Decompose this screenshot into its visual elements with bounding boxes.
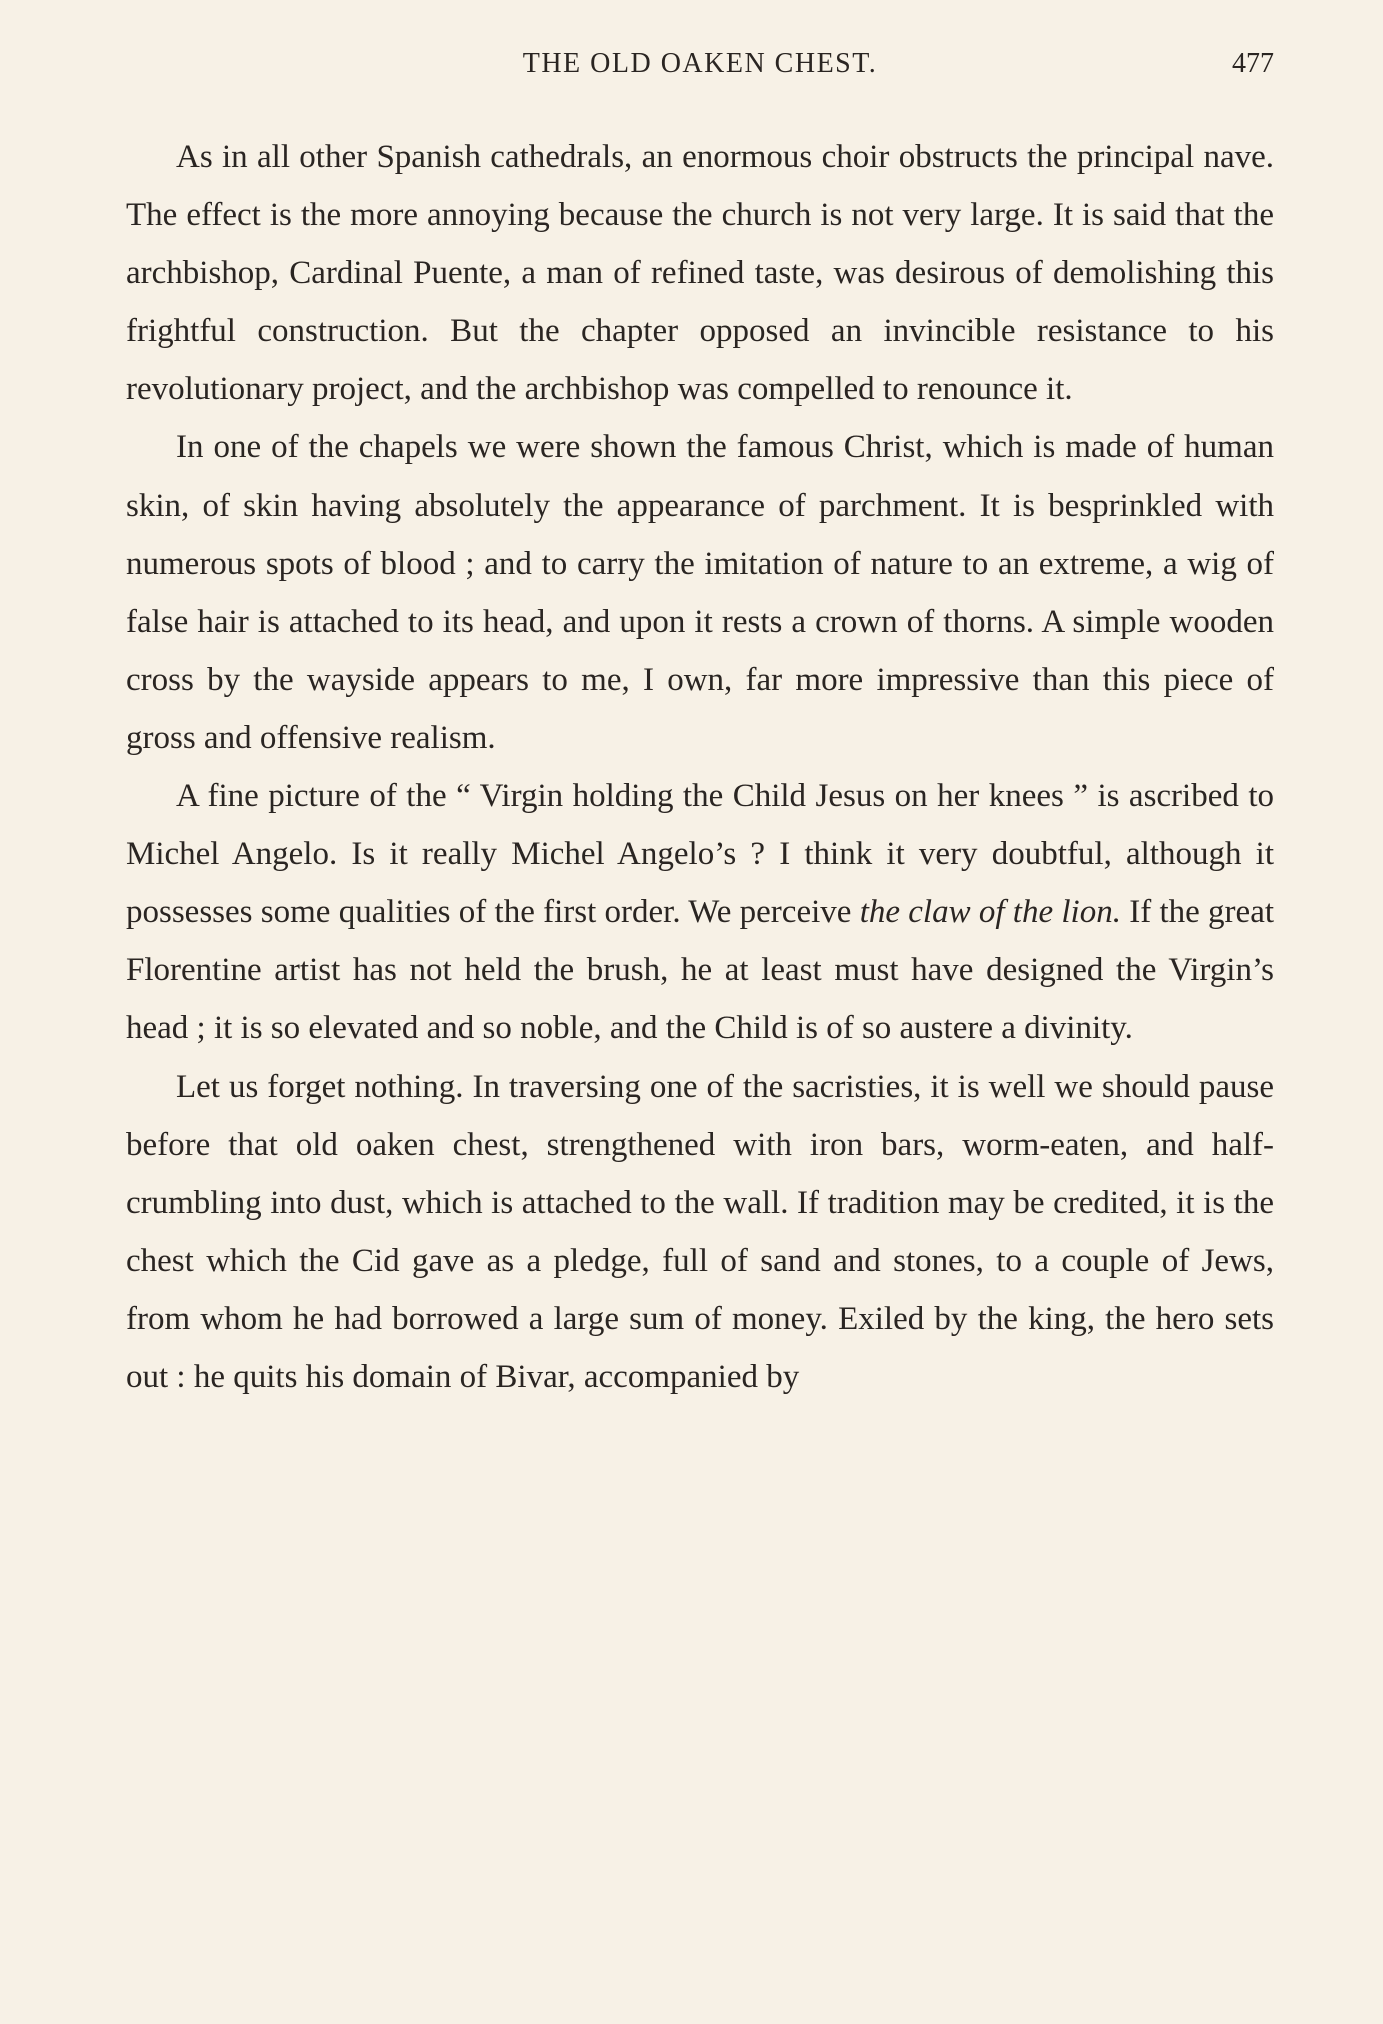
running-head <box>126 44 1274 84</box>
paragraph-1: As in all other Spanish cathedrals, an enormous choir obstructs the principal nave. The effect is the more annoying because the church is not very large. It is said that the archbishop, Cardinal Puente, a man of refined taste, was desirous of demolishing this frightful construction. But the chapter opposed an invincible resistance to his revolutionary project, and the archbishop was compelled to renounce it. <box>126 139 1274 408</box>
paragraph-3 <box>126 767 1274 1057</box>
paragraph-3-italic: the claw of the lion. <box>859 894 1121 931</box>
paragraph-3-after: If the great Florentine artist has not held the brush, he at least must have designed the Virgin’s head ; it is so elevated and so noble, and the Child is of so austere a divinity. <box>126 894 1275 1047</box>
page-number: 477 <box>1232 48 1274 79</box>
paragraph-2: In one of the chapels we were shown the famous Christ, which is made of human skin, of skin having absolutely the appearance of parchment. It is besprinkled with numerous spots of blood ; and to carry the imitation of nature to an extreme, a wig of false hair is attached to its head, and upon it rests a crown of thorns. A simple wooden cross by the wayside appears to me, I own, far more impressive than this piece of gross and offensive realism. <box>126 429 1274 756</box>
paragraph-4: Let us forget nothing. In traversing one of the sacristies, it is well we should pause before that old oaken chest, strengthened with iron bars, worm-eaten, and half-crumbling into dust, which is attached to the wall. If tradition may be credited, it is the chest which the Cid gave as a pledge, full of sand and stones, to a couple of Jews, from whom he had borrowed a large sum of money. Exiled by the king, the hero sets out : he quits his domain of Bivar, accompanied by <box>126 1068 1274 1395</box>
body-text <box>126 128 1274 1406</box>
paragraph-3-before: A fine picture of the “ Virgin holding the Child Jesus on her knees ” is ascribed to Michel Angelo. Is it really Michel Angelo’s ? I think it very doubtful, although it possesses some qualities of the first order. We perceive <box>126 778 1274 931</box>
running-title: THE OLD OAKEN CHEST. <box>522 48 878 79</box>
